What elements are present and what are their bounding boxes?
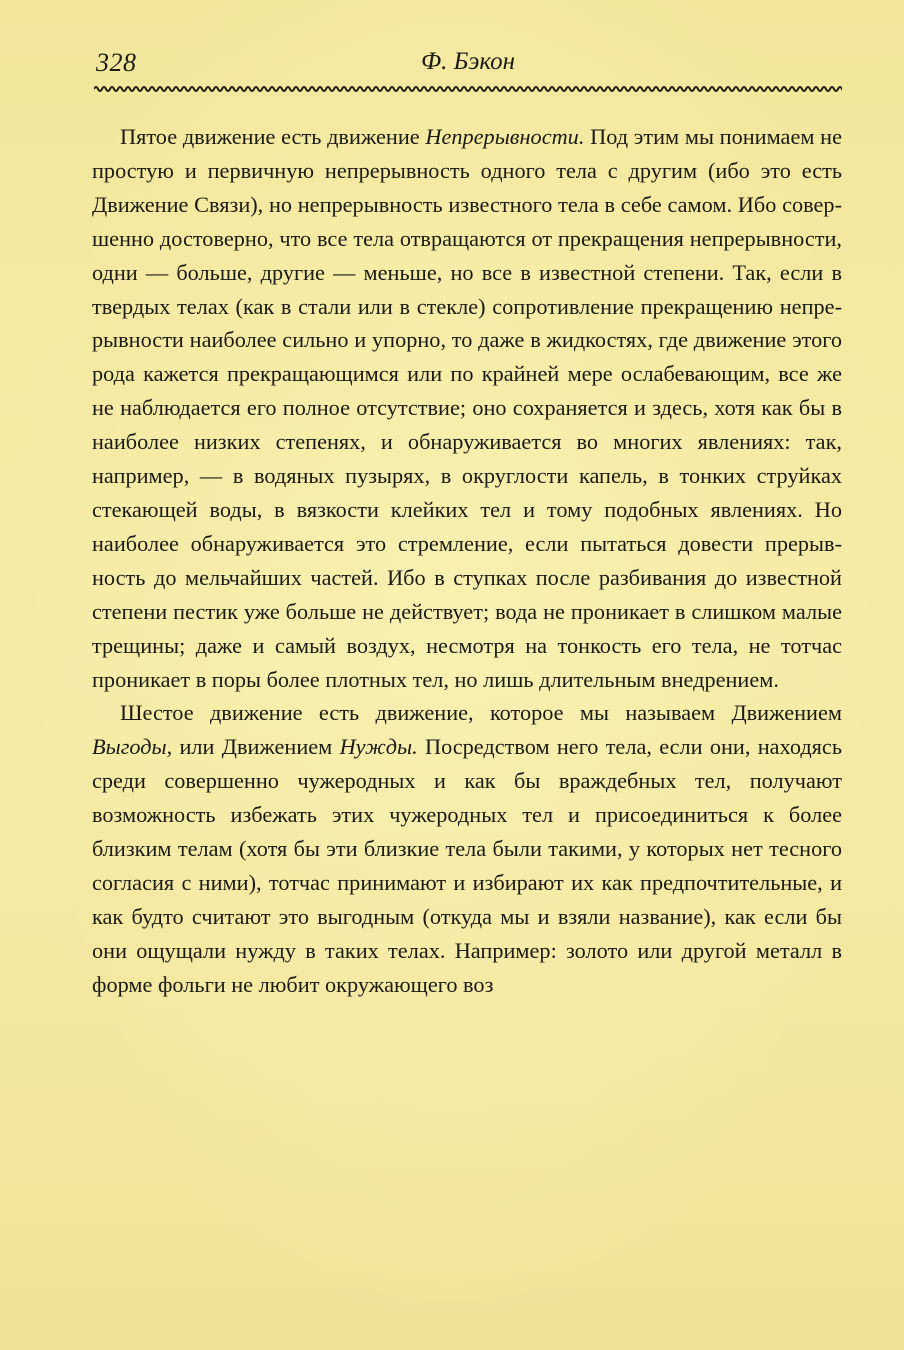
para2-italic-term-2: Нужды. <box>339 734 418 760</box>
para1-italic-term: Непрерывности. <box>425 124 585 149</box>
page-header <box>96 44 840 84</box>
decorative-header-rule <box>94 84 842 94</box>
paragraph-continuity-motion <box>92 120 842 696</box>
para2-text-1: Шестое движение есть движение, которое мы называем Движением <box>120 700 842 726</box>
para2-text-3: Посредством него тела, если они, находясь среди совершенно чужеродных и как бы враждебных тел, получают возможность избежать этих чужеродных тел и присоединиться к более близким телам (хотя бы эти близкие тела были такими, у которых нет тесного согласия с ними), тотчас принимают и избирают их как предпочтительные, и как будто считают это выгодным (откуда мы и взяли название), как если бы они ощущали нужду в таких телах. Например: золото или другой металл в форме фольги не любит окружающего воз <box>92 734 842 997</box>
page-number: 328 <box>96 48 137 77</box>
para2-text-2: или Движением <box>172 734 340 760</box>
paragraph-benefit-motion <box>92 696 842 1001</box>
para1-text-2: Под этим мы понимаем не простую и первичную непрерывность одного тела с другим (ибо это есть Движение Связи), но непрерывность известного тела в себе самом. Ибо совершенно достоверно, что все тела отвращаются от прекращения непрерывности, одни — больше, другие — меньше, но все в известной степени. Так, если в твердых телах (как в стали или в стекле) сопротивление прекращению непрерывности наиболее сильно и упорно, то даже в жидкостях, где движение этого рода кажется прекращающимся или по крайней мере ослабевающим, все же не наблюдается его полное отсутствие; оно сохраняется и здесь, хотя как бы в наиболее низких степенях, и обнаруживается во многих явлениях: так, например, — в водяных пузырях, в округлости капель, в тонких струйках стекающей воды, в вязкости клейких тел и тому подобных явлениях. Но наиболее обнаруживается это стремление, если пытаться довести прерывность до мельчайших частей. Ибо в ступках после разбивания до известной степени пестик уже больше не действует; вода не проникает в слишком малые трещины; даже и самый воздух, несмотря на тонкость его тела, не тотчас проникает в поры более плотных тел, но лишь длительным внедрением. <box>92 124 842 692</box>
body-text <box>92 120 842 1002</box>
para2-italic-term-1: Выгоды, <box>92 734 173 760</box>
running-title: Ф. Бэкон <box>420 48 516 75</box>
para1-text-1: Пятое движение есть движение <box>120 124 426 149</box>
